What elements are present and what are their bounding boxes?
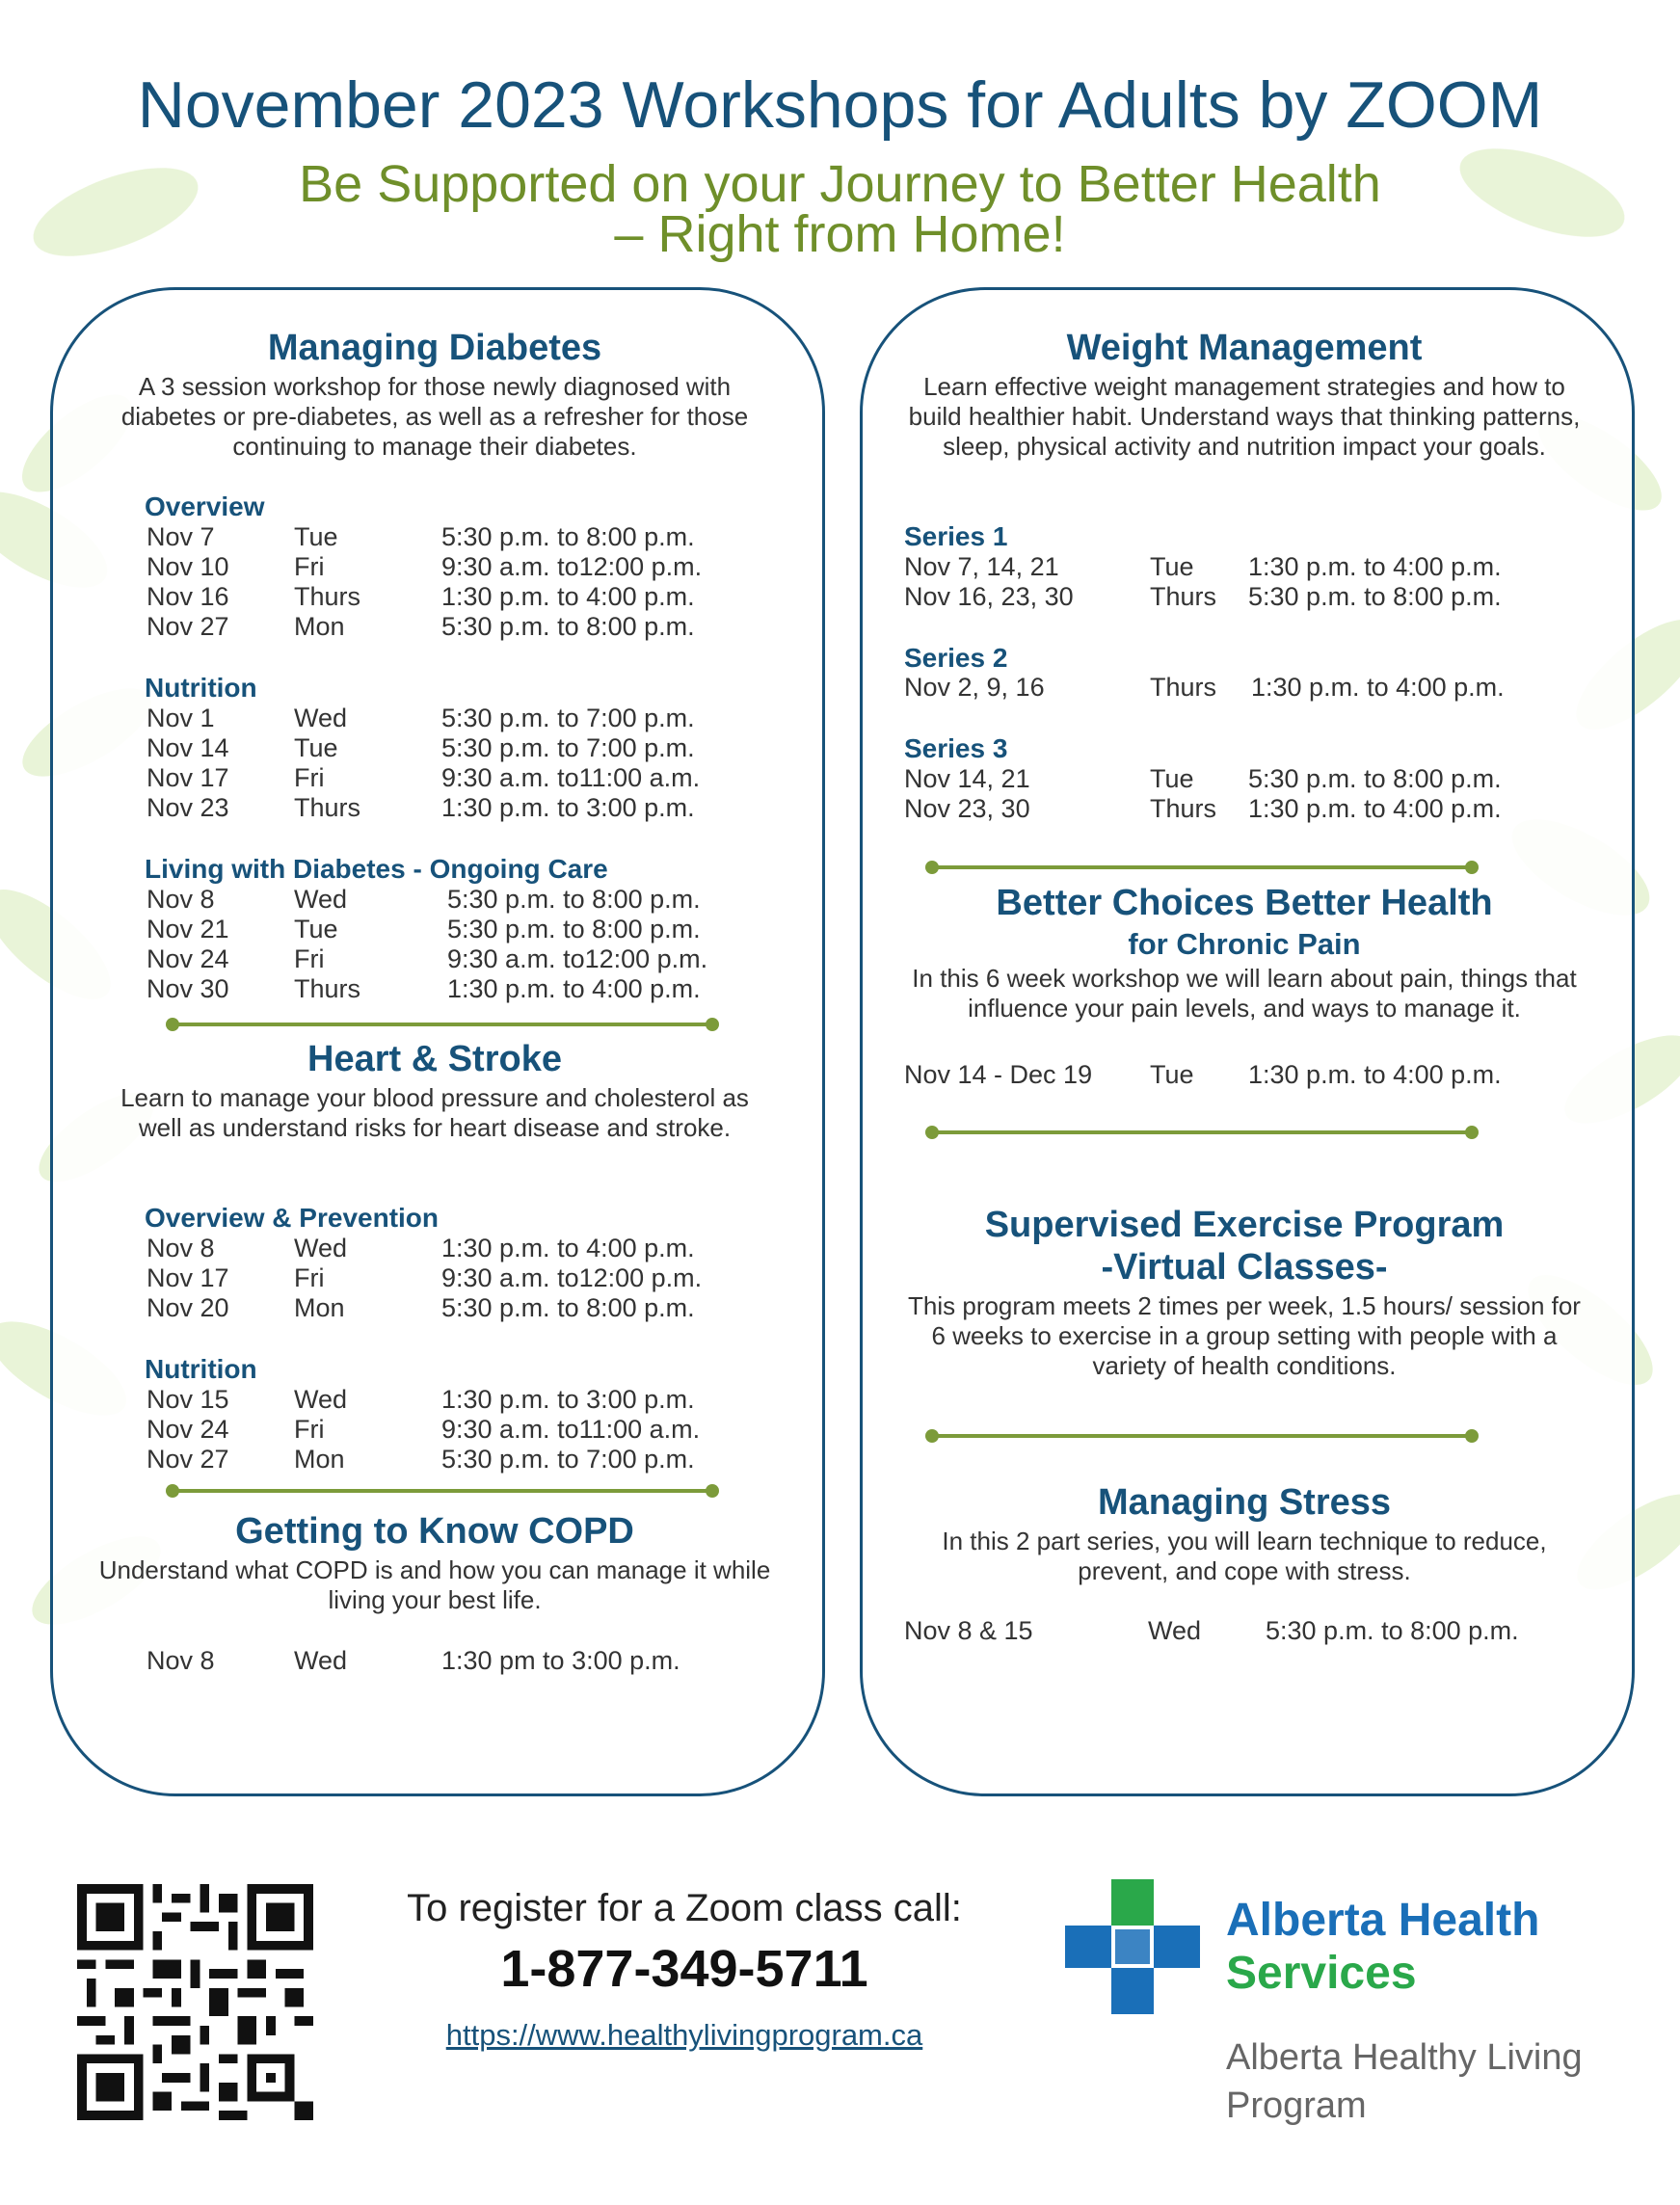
heart-nutrition-label: Nutrition [145, 1354, 257, 1384]
subtitle-line-1: Be Supported on your Journey to Better Health [299, 155, 1381, 213]
managing-diabetes-title: Managing Diabetes [267, 328, 602, 368]
subtitle-line-2: – Right from Home! [614, 205, 1066, 263]
heart-stroke-description: Learn to manage your blood pressure and cholesterol as well as understand risks for heart disease and stroke. [120, 1083, 749, 1142]
section-divider [166, 1018, 719, 1031]
weight-series-1-label: Series 1 [904, 521, 1008, 551]
heart-stroke-title: Heart & Stroke [307, 1039, 562, 1079]
better-choices-subtitle: for Chronic Pain [1128, 927, 1361, 961]
section-divider [925, 861, 1479, 874]
weight-series-3-label: Series 3 [904, 733, 1008, 763]
section-divider [166, 1484, 719, 1498]
diabetes-overview-label: Overview [145, 491, 265, 521]
copd-title: Getting to Know COPD [235, 1511, 634, 1552]
page-title: November 2023 Workshops for Adults by ZOOM [137, 68, 1543, 142]
program-name: Alberta Healthy Living Program [1226, 2037, 1583, 2126]
managing-stress-title: Managing Stress [1097, 1482, 1392, 1523]
managing-stress-description: In this 2 part series, you will learn technique to reduce, prevent, and cope with stress. [942, 1527, 1547, 1585]
exercise-program-subtitle: -Virtual Classes- [1101, 1247, 1388, 1288]
ahs-name-line-2: Services [1226, 1948, 1417, 1999]
register-text: To register for a Zoom class call: [407, 1887, 962, 1929]
website-link[interactable]: https://www.healthylivingprogram.ca [445, 2018, 923, 2052]
ahs-cross-logo [1065, 1879, 1200, 2014]
better-choices-title: Better Choices Better Health [996, 883, 1493, 923]
ahs-name-line-1: Alberta Health [1226, 1895, 1540, 1946]
weight-management-title: Weight Management [1066, 328, 1423, 368]
exercise-program-description: This program meets 2 times per week, 1.5 hours/ session for 6 weeks to exercise in a group setting with people with a variety of health conditions. [908, 1291, 1581, 1380]
diabetes-nutrition-label: Nutrition [145, 673, 257, 703]
qr-code[interactable] [77, 1884, 313, 2120]
phone-number[interactable]: 1-877-349-5711 [500, 1940, 868, 1998]
heart-overview-label: Overview & Prevention [145, 1203, 440, 1233]
weight-series-2-label: Series 2 [904, 643, 1008, 673]
weight-management-description: Learn effective weight management strategies and how to build healthier habit. Understand ways that thinking patterns, sleep, physical activity and nutrition impact your goals. [908, 372, 1581, 461]
better-choices-description: In this 6 week workshop we will learn about pain, things that influence your pain levels, and ways to manage it. [912, 964, 1577, 1023]
diabetes-ongoing-label: Living with Diabetes - Ongoing Care [145, 854, 608, 884]
page-subtitle [0, 155, 1680, 263]
copd-description: Understand what COPD is and how you can manage it while living your best life. [98, 1555, 771, 1614]
managing-diabetes-description: A 3 session workshop for those newly diagnosed with diabetes or pre-diabetes, as well as a refresher for those continuing to manage their diabetes. [120, 372, 749, 461]
exercise-program-title: Supervised Exercise Program [984, 1205, 1505, 1245]
section-divider [925, 1429, 1479, 1443]
section-divider [925, 1126, 1479, 1139]
